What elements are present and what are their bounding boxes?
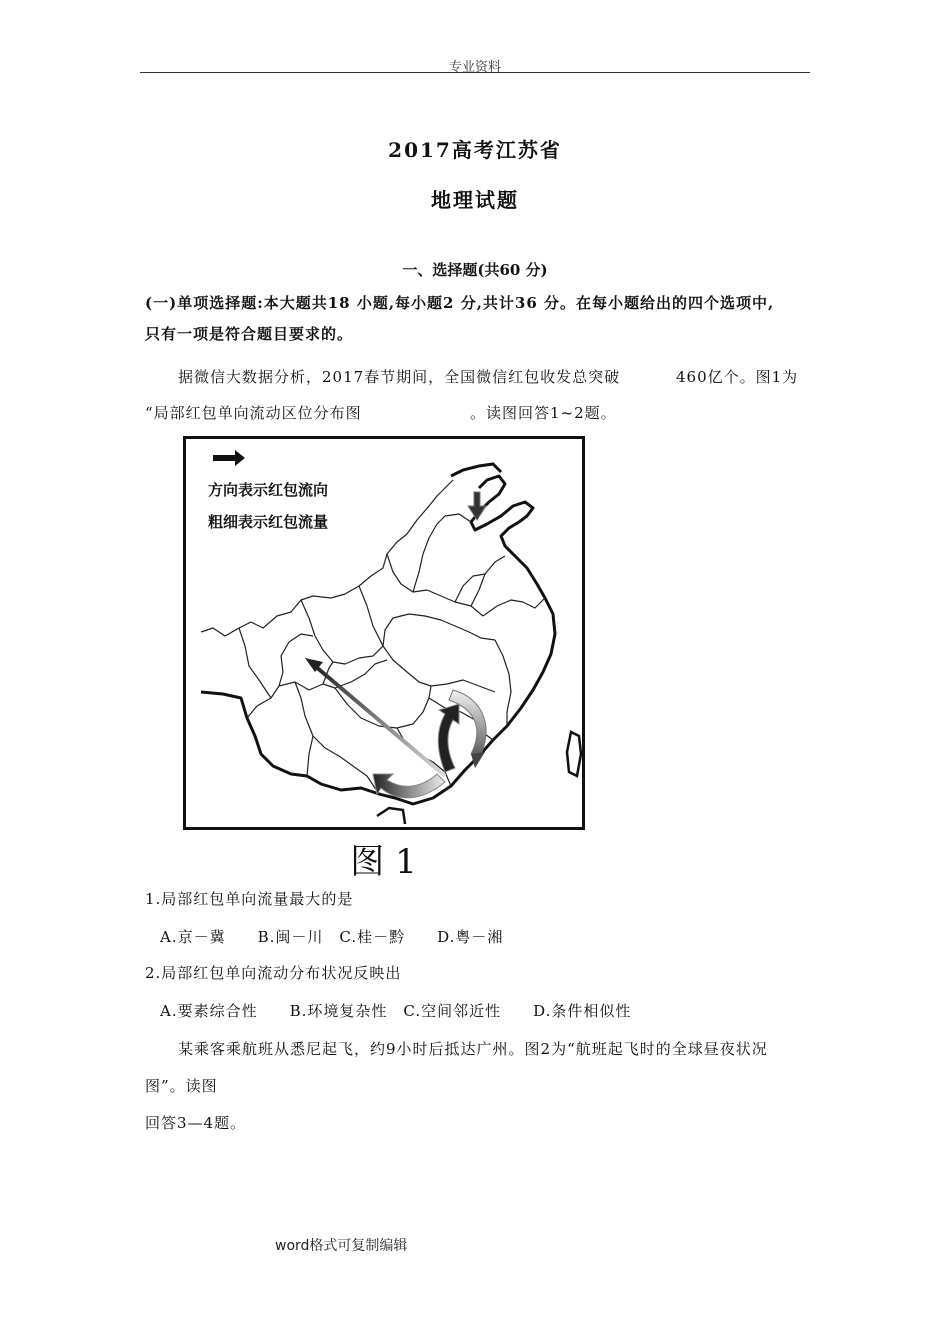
section-heading: 一、选择题(共60 分)	[402, 261, 548, 279]
instructions-line-1: (一)单项选择题:本大题共18 小题,每小题2 分,共计36 分。在每小题给出的四个选项中,	[145, 294, 775, 312]
question-2-stem: 2.局部红包单向流动分布状况反映出	[145, 964, 402, 982]
exam-title: 2017高考江苏省	[388, 138, 562, 162]
question-1-stem: 1.局部红包单向流量最大的是	[145, 890, 354, 908]
intro-line-1: 据微信大数据分析，2017春节期间，全国微信红包收发总突破	[178, 368, 621, 386]
exam-subtitle: 地理试题	[431, 188, 519, 212]
intro-value: 460亿个。图1为	[676, 368, 799, 386]
red-packet-flow-map	[183, 436, 585, 830]
question-1-options: A.京－冀 B.闽－川 C.桂－黔 D.粤－湘	[160, 928, 504, 946]
legend-line-2: 粗细表示红包流量	[208, 513, 329, 531]
figure-1-label: 图 1	[350, 842, 417, 882]
intro-line-2: “局部红包单向流动区位分布图	[145, 404, 362, 422]
instructions-line-2: 只有一项是符合题目要求的。	[145, 325, 354, 343]
paragraph-2-line-1: 某乘客乘航班从悉尼起飞，约9小时后抵达广州。图2为“航班起飞时的全球昼夜状况	[178, 1040, 768, 1058]
page-footer: word格式可复制编辑	[275, 1238, 408, 1254]
intro-line-2-end: 。读图回答1~2题。	[470, 404, 617, 422]
paragraph-2-line-3: 回答3—4题。	[145, 1114, 247, 1132]
question-2-options: A.要素综合性 B.环境复杂性 C.空间邻近性 D.条件相似性	[160, 1002, 632, 1020]
header-rule	[140, 72, 810, 73]
legend-line-1: 方向表示红包流向	[208, 481, 329, 499]
paragraph-2-line-2: 图”。读图	[145, 1077, 218, 1095]
page-header: 专业资料	[448, 60, 501, 75]
